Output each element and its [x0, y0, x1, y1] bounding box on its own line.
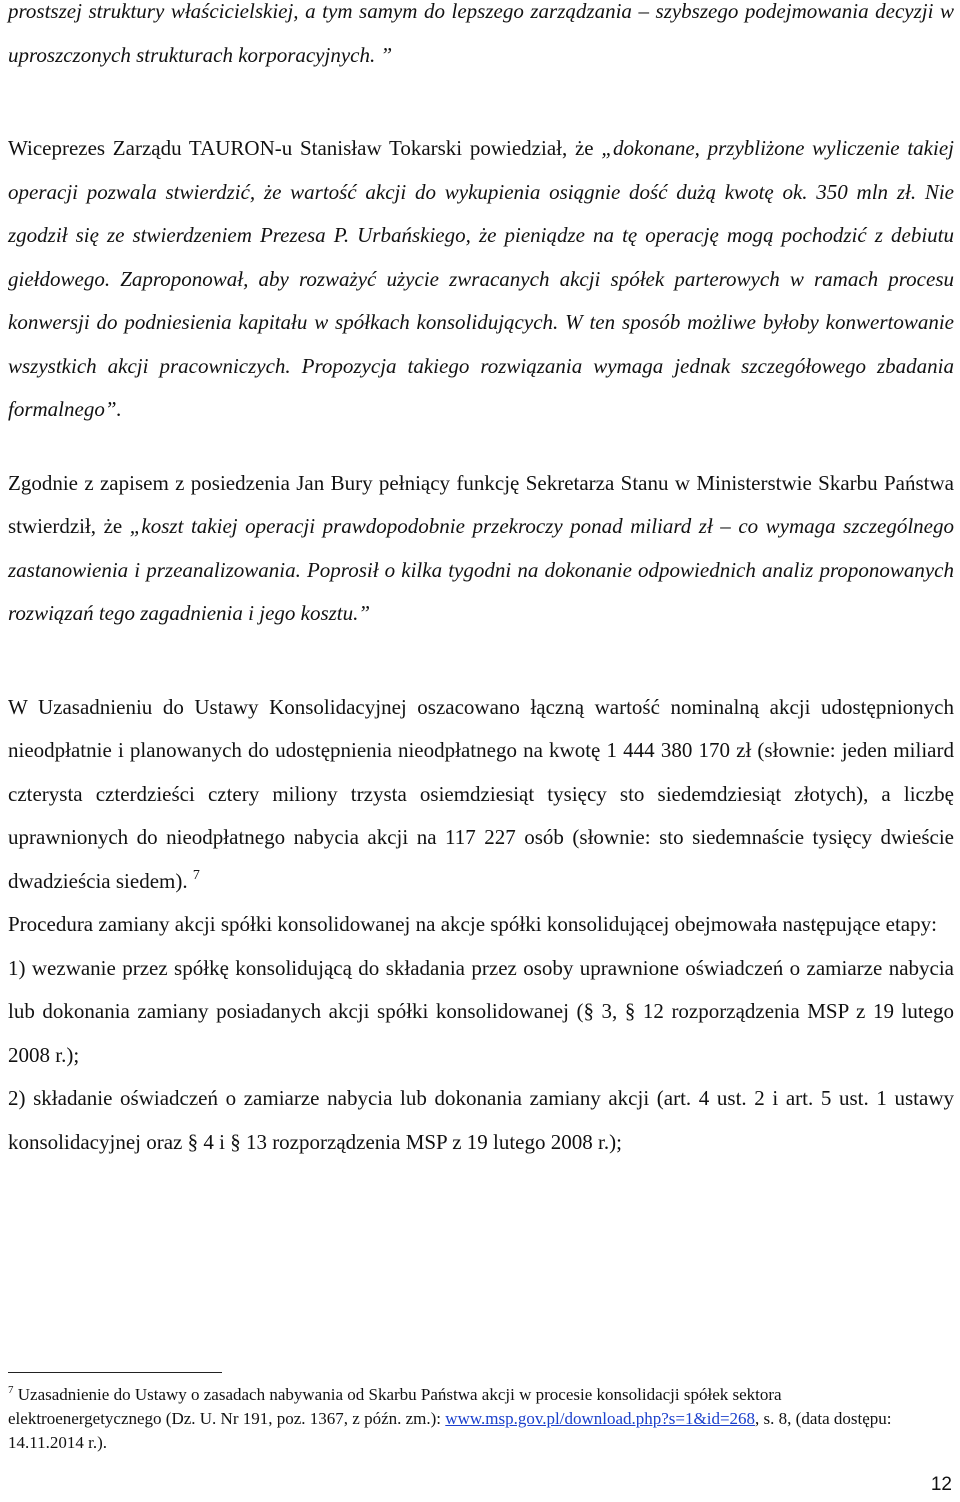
italic-quote: „koszt takiej operacji prawdopodobnie przekroczy ponad miliard zł – co wymaga szczególnego zastanowienia i przeanalizowania. Poprosił o kilka tygodni na dokonanie odpowiednich analiz proponowanych rozwiązań tego zagadnienia i jego kosztu.”	[8, 514, 954, 625]
list-item: 1) wezwanie przez spółkę konsolidującą do składania przez osoby uprawnione oświadczeń o zamiarze nabycia lub dokonania zamiany posiadanych akcji spółki konsolidowanej (§ 3, § 12 rozporządzenia MSP z 19 lutego 2008 r.);	[8, 955, 954, 1067]
paragraph-text: Procedura zamiany akcji spółki konsolidowanej na akcje spółki konsolidującej obejmowała następujące etapy:	[8, 912, 937, 936]
paragraph-uzasadnienie	[8, 686, 954, 904]
footnote-text: Uzasadnienie do Ustawy o zasadach nabywania od Skarbu Państwa akcji w procesie konsolidacji spółek sektora elektroenergetycznego (Dz. U. Nr 191, poz. 1367, z późn. zm.):	[8, 1385, 782, 1428]
paragraph-gap	[8, 636, 954, 686]
paragraph-quote-end	[8, 0, 954, 77]
paragraph-gap	[8, 432, 954, 462]
footnote-link[interactable]: www.msp.gov.pl/download.php?s=1&id=268	[445, 1409, 756, 1428]
document-page	[8, 0, 954, 1164]
paragraph-tokarski	[8, 127, 954, 432]
paragraph-text: Zgodnie z zapisem z posiedzenia Jan Bury pełniący funkcję Sekretarza Stanu w Ministerstwie Skarbu Państwa stwierdził, że	[8, 470, 954, 538]
footnote-separator	[8, 1372, 222, 1373]
paragraph-bury	[8, 462, 954, 636]
italic-quote: prostszej struktury właścicielskiej, a tym samym do lepszego zarządzania – szybszego podejmowania decyzji w uproszczonych strukturach korporacyjnych.	[8, 0, 954, 67]
footnote-tail: , s. 8, (data dostępu: 14.11.2014 r.).	[8, 1409, 892, 1452]
paragraph-text: Wiceprezes Zarządu TAURON-u Stanisław Tokarski powiedział, że	[8, 136, 602, 160]
paragraph-gap	[8, 77, 954, 127]
footnote-reference[interactable]: 7	[192, 867, 200, 883]
footnote	[8, 1383, 938, 1455]
footnote-number: 7	[8, 1384, 14, 1396]
closing-quote: ”	[375, 42, 393, 67]
italic-quote: „dokonane, przybliżone wyliczenie takiej operacji pozwala stwierdzić, że wartość akcji do wykupienia osiągnie dość dużą kwotę ok. 350 mln zł. Nie zgodził się ze stwierdzeniem Prezesa P. Urbańskiego, że pieniądze na tę operację mogą pochodzić z debiutu giełdowego. Zaproponował, aby rozważyć użycie zwracanych akcji spółek parterowych w ramach procesu konwersji do podniesienia kapitału w spółkach konsolidujących. W ten sposób możliwe byłoby konwertowanie wszystkich akcji pracowniczych. Propozycja takiego rozwiązania wymaga jednak szczegółowego zbadania formalnego”.	[8, 136, 954, 421]
page-number: 12	[930, 1474, 952, 1495]
paragraph-procedura	[8, 903, 954, 947]
paragraph-text: W Uzasadnieniu do Ustawy Konsolidacyjnej oszacowano łączną wartość nominalną akcji udostępnionych nieodpłatnie i planowanych do udostępnienia nieodpłatnego na kwotę 1 444 380 170 zł (słownie: jeden miliard czterysta czterdzieści cztery miliony trzysta osiemdziesiąt tysięcy sto siedemdziesiąt złotych), a liczbę uprawnionych do nieodpłatnego nabycia akcji na 117 227 osób (słownie: sto siedemnaście tysięcy dwieście dwadzieścia siedem).	[8, 694, 954, 893]
list-item: 2) składanie oświadczeń o zamiarze nabycia lub dokonania zamiany akcji (art. 4 ust. 2 i art. 5 ust. 1 ustawy konsolidacyjnej oraz § 4 i § 13 rozporządzenia MSP z 19 lutego 2008 r.);	[8, 1086, 954, 1154]
